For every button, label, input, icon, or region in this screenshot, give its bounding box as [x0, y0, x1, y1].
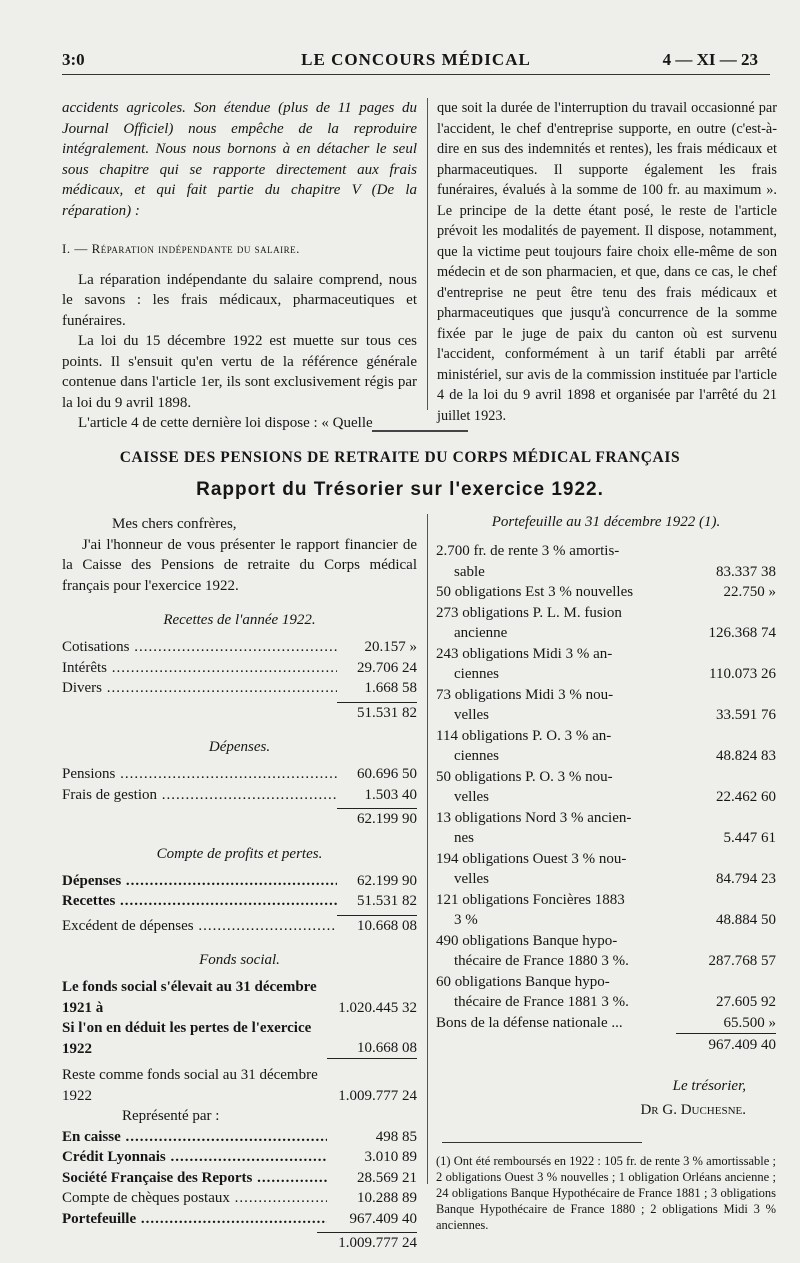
excedent-row: Excédent de dépenses ..... 10.668 08	[62, 916, 417, 937]
ornament-divider	[372, 430, 468, 436]
table-row: Compte de chèques postaux ..... 10.288 89	[62, 1188, 417, 1209]
portefeuille-list	[436, 541, 776, 1033]
portefeuille-heading: Portefeuille au 31 décembre 1922 (1).	[491, 514, 721, 530]
list-item: 50 obligations Est 3 % nouvelles 22.750 »	[436, 584, 776, 600]
list-item: 194 obligations Ouest 3 % nou- velles 84.794 23	[436, 850, 776, 887]
fonds-heading: Fonds social.	[199, 952, 280, 968]
opening-paragraph: J'ai l'honneur de vous présenter le rapport financier de la Caisse des Pensions de retraite du Corps médical français pour l'exercice 1922.	[62, 536, 417, 594]
depenses-total-row: 62.199 90	[62, 809, 417, 830]
list-item: 50 obligations P. O. 3 % nou- velles 22.462 60	[436, 768, 776, 805]
report-left-column	[62, 514, 417, 1254]
list-item: 490 obligations Banque hypo- thécaire de France 1880 3 %. 287.768 57	[436, 932, 776, 969]
issue-date: 4 — XI — 23	[662, 50, 758, 69]
report-subtitle: Rapport du Trésorier sur l'exercice 1922.	[196, 479, 604, 500]
list-item: 73 obligations Midi 3 % nou- velles 33.591 76	[436, 686, 776, 723]
header-rule	[62, 74, 770, 75]
footnote-rule	[442, 1142, 642, 1143]
signature-role: Le trésorier,	[672, 1078, 746, 1094]
footnote: (1) Ont été remboursés en 1922 : 105 fr. de rente 3 % amortissable ; 2 obligations Ouest 3 % nouvelles ; 1 obligation Orléans ancienne ; 24 obligations Banque Hypothécaire de France 1881 ; 3 obligations Banque Hypothécaire de France 1880 ; 2 obligations Midi 3 % anciennes.	[436, 1154, 776, 1232]
list-item: 273 obligations P. L. M. fusion ancienne 126.368 74	[436, 604, 776, 641]
depenses-heading: Dépenses.	[208, 739, 271, 755]
journal-title: LE CONCOURS MÉDICAL	[301, 50, 531, 69]
paragraph-1: La réparation indépendante du salaire comprend, nous le savons : les frais médicaux, pharmaceutiques et funéraires.	[62, 271, 417, 329]
section-heading: I. — Réparation indépendante du salaire.	[62, 241, 300, 256]
list-item: 60 obligations Banque hypo- thécaire de France 1881 3 %. 27.605 92	[436, 973, 776, 1010]
table-row: Crédit Lyonnais ..... 3.010 89	[62, 1147, 417, 1168]
running-header	[62, 46, 770, 72]
table-row: Cotisations ..... 20.157 »	[62, 637, 417, 658]
table-row: Divers ..... 1.668 58	[62, 678, 417, 699]
report-title: CAISSE DES PENSIONS DE RETRAITE DU CORPS MÉDICAL FRANÇAIS	[119, 449, 681, 466]
top-left-column	[62, 98, 417, 434]
continued-paragraph: que soit la durée de l'interruption du travail occasionné par l'accident, le chef d'entreprise supporte, en outre (c'est-à-dire en sus des indemnités et rentes), les frais médicaux et pharmaceutiques. Il supporte également les frais funéraires, évalués à la somme de 100 fr. au maximum ». Le principe de la dette étant posé, le reste de l'article prévoit les modalités de payement. Il dispose, notamment, que la victime peut toujours faire choix elle-même de son médecin et de son pharmacien, et que, dans ce cas, le chef d'entreprise ne peut être tenu des frais médicaux et pharmaceutiques que jusqu'à concurrence de la somme fixée par le juge de paix du canton où est survenu l'accident, conformément à un tarif établi par arrêté ministériel, sur avis de la commission instituée par l'article 4 de la loi du 9 avril 1898 et organisée par l'arrêté du 21 juillet 1923.	[437, 100, 777, 424]
column-separator-top	[427, 98, 428, 410]
compte-heading: Compte de profits et pertes.	[156, 845, 323, 862]
column-separator-report	[427, 514, 428, 1184]
list-item: 121 obligations Foncières 1883 3 % 48.884 50	[436, 891, 776, 928]
fonds-reste: Reste comme fonds social au 31 décembre 1922 1.009.777 24	[62, 1067, 417, 1104]
page-number: 3:0	[62, 50, 85, 69]
fonds-total-row: 1.009.777 24	[62, 1233, 417, 1254]
table-row: Portefeuille ..... 967.409 40	[62, 1209, 417, 1230]
list-item: 2.700 fr. de rente 3 % amortis- sable 83.337 38	[436, 543, 776, 580]
table-row: Intérêts ..... 29.706 24	[62, 658, 417, 679]
top-right-column	[437, 98, 777, 426]
represente-label: Représenté par :	[122, 1108, 220, 1124]
portefeuille-total: 967.409 40	[436, 1033, 776, 1056]
list-item: Bons de la défense nationale ... 65.500 »	[436, 1014, 776, 1031]
table-row: Société Française des Reports ..... 28.569 21	[62, 1168, 417, 1189]
table-row: Pensions ..... 60.696 50	[62, 764, 417, 785]
fonds-line-2: Si l'on en déduit les pertes de l'exercice 1922 10.668 08	[62, 1018, 417, 1059]
recettes-total-row: 51.531 82	[62, 703, 417, 724]
salutation: Mes chers confrères,	[112, 516, 237, 532]
list-item: 114 obligations P. O. 3 % an- ciennes 48.824 83	[436, 727, 776, 764]
paragraph-2: La loi du 15 décembre 1922 est muette sur tous ces points. Il s'ensuit qu'en vertu de la référence générale contenue dans l'article 1er, ils sont exclusivement régis par la loi du 9 avril 1898.	[62, 333, 417, 411]
signature-name: Dr G. Duchesne.	[640, 1102, 746, 1118]
table-row: Frais de gestion ..... 1.503 40	[62, 785, 417, 806]
table-row: En caisse ..... 498 85	[62, 1127, 417, 1148]
table-row: Dépenses ..... 62.199 90	[62, 871, 417, 892]
recettes-heading: Recettes de l'année 1922.	[163, 612, 316, 628]
fonds-line-1: Le fonds social s'élevait au 31 décembre 1921 à 1.020.445 32	[62, 979, 417, 1016]
signature-block	[436, 1074, 776, 1122]
report-right-column	[436, 514, 776, 1233]
intro-paragraph: accidents agricoles. Son étendue (plus de 11 pages du Journal Officiel) nous empêche de la reproduire intégralement. Nous nous bornons à en détacher le seul sous chapitre qui se rapporte directement aux frais médicaux, et qui fait partie du chapitre V (De la réparation) :	[62, 100, 417, 219]
table-row: Recettes ..... 51.531 82	[62, 891, 417, 912]
list-item: 13 obligations Nord 3 % ancien- nes 5.447 61	[436, 809, 776, 846]
paragraph-3: L'article 4 de cette dernière loi dispose : « Quelle	[78, 415, 373, 431]
list-item: 243 obligations Midi 3 % an- ciennes 110.073 26	[436, 645, 776, 682]
